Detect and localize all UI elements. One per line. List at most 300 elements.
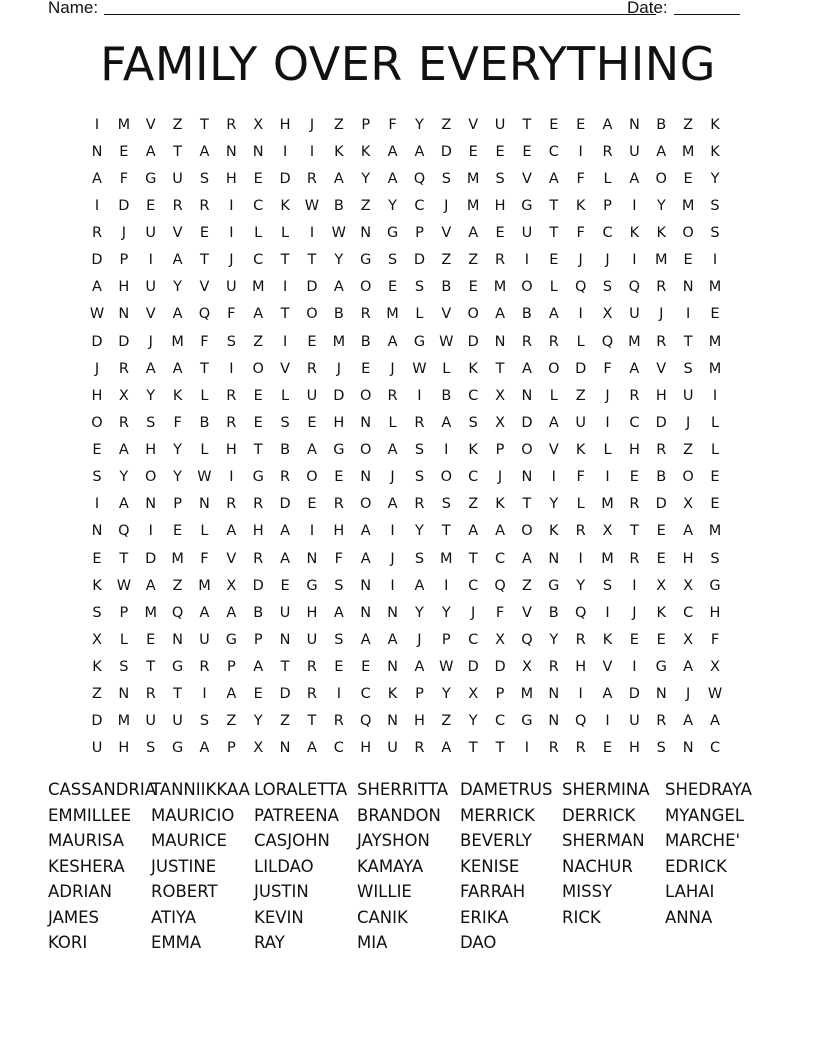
grid-letter[interactable]: B (253, 604, 264, 621)
grid-letter[interactable]: G (548, 577, 560, 594)
grid-letter[interactable]: N (548, 550, 560, 567)
grid-letter[interactable]: X (495, 387, 506, 404)
grid-letter[interactable]: W (89, 306, 105, 323)
grid-letter[interactable]: T (119, 550, 129, 567)
date-blank-line[interactable] (674, 14, 740, 15)
grid-letter[interactable]: V (172, 225, 183, 242)
grid-letter[interactable]: C (253, 197, 264, 214)
grid-letter[interactable]: K (495, 496, 505, 513)
grid-letter[interactable]: N (199, 496, 210, 513)
grid-letter[interactable]: C (468, 631, 479, 648)
grid-letter[interactable]: T (280, 252, 290, 269)
grid-letter[interactable]: D (279, 496, 291, 513)
grid-letter[interactable]: A (306, 740, 317, 757)
grid-letter[interactable]: D (91, 713, 103, 730)
grid-letter[interactable]: U (629, 713, 640, 730)
grid-letter[interactable]: I (336, 686, 341, 703)
grid-letter[interactable]: A (92, 279, 102, 296)
grid-letter[interactable]: A (172, 252, 183, 269)
grid-letter[interactable]: Q (413, 170, 426, 187)
grid-letter[interactable]: W (707, 686, 723, 703)
grid-letter[interactable]: E (307, 414, 317, 431)
grid-letter[interactable]: A (92, 170, 102, 187)
grid-letter[interactable]: N (91, 523, 103, 540)
grid-letter[interactable]: N (360, 577, 372, 594)
grid-letter[interactable]: I (712, 387, 718, 404)
grid-letter[interactable]: A (360, 631, 371, 648)
grid-letter[interactable]: A (333, 279, 344, 296)
grid-letter[interactable]: A (199, 740, 210, 757)
grid-letter[interactable]: N (172, 631, 184, 648)
grid-letter[interactable]: A (548, 414, 559, 431)
grid-letter[interactable]: B (548, 604, 559, 621)
grid-letter[interactable]: P (603, 197, 612, 214)
grid-letter[interactable]: T (441, 523, 451, 540)
grid-letter[interactable]: G (521, 197, 533, 214)
grid-letter[interactable]: X (683, 496, 694, 513)
grid-letter[interactable]: I (605, 713, 610, 730)
grid-letter[interactable]: B (333, 306, 344, 323)
grid-letter[interactable]: H (225, 442, 237, 459)
grid-letter[interactable]: Y (710, 170, 720, 187)
grid-letter[interactable]: J (229, 252, 234, 269)
grid-letter[interactable]: O (359, 442, 372, 459)
grid-letter[interactable]: G (171, 659, 184, 676)
grid-letter[interactable]: C (709, 740, 721, 757)
grid-letter[interactable]: Z (441, 713, 452, 730)
grid-letter[interactable]: D (306, 279, 318, 296)
grid-letter[interactable]: O (440, 469, 452, 486)
grid-letter[interactable]: D (279, 170, 291, 187)
grid-letter[interactable]: D (91, 333, 103, 350)
grid-letter[interactable]: T (468, 550, 478, 567)
grid-letter[interactable]: S (199, 713, 210, 730)
grid-letter[interactable]: R (306, 360, 317, 377)
grid-letter[interactable]: A (333, 170, 344, 187)
grid-letter[interactable]: E (656, 550, 666, 567)
grid-letter[interactable]: D (333, 387, 345, 404)
grid-letter[interactable]: J (148, 333, 153, 350)
grid-letter[interactable]: P (253, 631, 263, 648)
grid-letter[interactable]: U (91, 740, 103, 757)
grid-letter[interactable]: X (495, 414, 506, 431)
grid-letter[interactable]: I (282, 279, 288, 296)
grid-letter[interactable]: R (253, 550, 264, 567)
grid-letter[interactable]: K (387, 686, 398, 703)
grid-letter[interactable]: I (578, 143, 583, 160)
grid-letter[interactable]: E (495, 143, 505, 160)
grid-letter[interactable]: E (146, 631, 156, 648)
grid-letter[interactable]: N (628, 116, 640, 133)
grid-letter[interactable]: Q (574, 604, 587, 621)
grid-letter[interactable]: A (226, 604, 237, 621)
grid-letter[interactable]: X (683, 631, 694, 648)
grid-letter[interactable]: S (441, 170, 451, 187)
grid-letter[interactable]: E (549, 116, 559, 133)
grid-letter[interactable]: V (521, 170, 532, 187)
grid-letter[interactable]: L (415, 306, 424, 323)
grid-letter[interactable]: A (629, 360, 640, 377)
grid-letter[interactable]: D (575, 360, 587, 377)
grid-letter[interactable]: X (468, 686, 479, 703)
grid-letter[interactable]: I (202, 686, 207, 703)
grid-letter[interactable]: B (360, 333, 371, 350)
grid-letter[interactable]: O (91, 414, 103, 431)
grid-letter[interactable]: I (229, 225, 234, 242)
grid-letter[interactable]: A (521, 360, 532, 377)
grid-letter[interactable]: R (656, 713, 667, 730)
grid-letter[interactable]: H (333, 414, 345, 431)
grid-letter[interactable]: E (522, 143, 532, 160)
grid-letter[interactable]: S (387, 252, 398, 269)
grid-letter[interactable]: N (145, 496, 157, 513)
grid-letter[interactable]: D (628, 686, 640, 703)
grid-letter[interactable]: T (495, 740, 505, 757)
grid-letter[interactable]: A (199, 143, 210, 160)
grid-letter[interactable]: E (334, 659, 344, 676)
grid-letter[interactable]: Y (415, 116, 424, 133)
grid-letter[interactable]: C (629, 414, 640, 431)
grid-letter[interactable]: J (632, 604, 637, 621)
grid-letter[interactable]: N (306, 550, 318, 567)
grid-letter[interactable]: A (226, 523, 237, 540)
grid-letter[interactable]: X (118, 387, 129, 404)
grid-letter[interactable]: I (605, 604, 610, 621)
grid-letter[interactable]: R (629, 550, 640, 567)
grid-letter[interactable]: A (495, 523, 505, 540)
grid-letter[interactable]: V (280, 360, 291, 377)
grid-letter[interactable]: R (521, 333, 532, 350)
grid-letter[interactable]: D (413, 252, 426, 269)
grid-letter[interactable]: T (549, 225, 559, 242)
grid-letter[interactable]: A (387, 170, 398, 187)
grid-letter[interactable]: S (710, 197, 720, 214)
grid-letter[interactable]: Y (441, 604, 451, 621)
grid-letter[interactable]: E (146, 197, 156, 214)
grid-letter[interactable]: M (144, 604, 157, 621)
grid-letter[interactable]: Z (360, 197, 371, 214)
grid-letter[interactable]: S (92, 604, 102, 621)
grid-letter[interactable]: R (360, 306, 371, 323)
grid-letter[interactable]: S (92, 469, 102, 486)
grid-letter[interactable]: M (708, 279, 722, 296)
grid-letter[interactable]: R (306, 170, 317, 187)
grid-letter[interactable]: N (548, 686, 560, 703)
grid-letter[interactable]: A (306, 442, 317, 459)
grid-letter[interactable]: H (333, 523, 345, 540)
grid-letter[interactable]: T (549, 197, 559, 214)
grid-letter[interactable]: M (440, 550, 453, 567)
grid-letter[interactable]: X (683, 577, 694, 594)
grid-letter[interactable]: S (199, 170, 210, 187)
grid-letter[interactable]: A (548, 306, 559, 323)
grid-letter[interactable]: E (92, 550, 102, 567)
grid-letter[interactable]: Z (253, 333, 264, 350)
grid-letter[interactable]: Z (92, 686, 102, 703)
grid-letter[interactable]: S (602, 577, 613, 594)
grid-letter[interactable]: Q (494, 577, 506, 594)
grid-letter[interactable]: D (655, 496, 667, 513)
grid-letter[interactable]: G (333, 442, 345, 459)
grid-letter[interactable]: M (681, 143, 695, 160)
grid-letter[interactable]: N (494, 333, 506, 350)
grid-letter[interactable]: M (117, 116, 131, 133)
grid-letter[interactable]: K (710, 143, 720, 160)
grid-letter[interactable]: R (629, 387, 640, 404)
grid-letter[interactable]: A (629, 170, 640, 187)
grid-letter[interactable]: H (413, 713, 425, 730)
grid-letter[interactable]: I (685, 306, 691, 323)
grid-letter[interactable]: K (575, 442, 586, 459)
grid-letter[interactable]: M (466, 197, 480, 214)
grid-letter[interactable]: M (493, 279, 507, 296)
grid-letter[interactable]: T (495, 360, 505, 377)
grid-letter[interactable]: T (307, 713, 317, 730)
grid-letter[interactable]: J (121, 225, 126, 242)
grid-letter[interactable]: E (119, 143, 129, 160)
grid-letter[interactable]: M (708, 333, 722, 350)
grid-letter[interactable]: N (682, 279, 694, 296)
grid-letter[interactable]: I (148, 523, 153, 540)
grid-letter[interactable]: R (226, 414, 237, 431)
grid-letter[interactable]: F (334, 550, 343, 567)
grid-letter[interactable]: W (412, 360, 427, 377)
grid-letter[interactable]: P (495, 686, 505, 703)
grid-letter[interactable]: U (521, 225, 533, 242)
grid-letter[interactable]: C (683, 604, 694, 621)
grid-letter[interactable]: M (171, 550, 184, 567)
grid-letter[interactable]: R (253, 496, 264, 513)
grid-letter[interactable]: U (682, 387, 694, 404)
grid-letter[interactable]: I (309, 523, 315, 540)
grid-letter[interactable]: U (199, 631, 210, 648)
grid-letter[interactable]: T (307, 252, 317, 269)
grid-letter[interactable]: I (417, 387, 422, 404)
grid-letter[interactable]: W (304, 197, 320, 214)
grid-letter[interactable]: M (708, 360, 722, 377)
grid-letter[interactable]: S (146, 740, 156, 757)
name-blank-line[interactable] (104, 14, 656, 15)
grid-letter[interactable]: A (387, 442, 398, 459)
grid-letter[interactable]: J (444, 197, 449, 214)
grid-letter[interactable]: P (226, 740, 236, 757)
grid-letter[interactable]: O (521, 523, 533, 540)
grid-letter[interactable]: G (306, 577, 318, 594)
grid-letter[interactable]: A (710, 713, 720, 730)
grid-letter[interactable]: Y (549, 631, 559, 648)
grid-letter[interactable]: P (361, 116, 371, 133)
grid-letter[interactable]: X (226, 577, 237, 594)
grid-letter[interactable]: S (334, 631, 344, 648)
grid-letter[interactable]: N (387, 713, 398, 730)
grid-letter[interactable]: H (628, 740, 640, 757)
grid-letter[interactable]: A (441, 740, 452, 757)
grid-letter[interactable]: R (629, 496, 640, 513)
grid-letter[interactable]: T (468, 740, 478, 757)
grid-letter[interactable]: I (632, 577, 637, 594)
grid-letter[interactable]: L (710, 442, 720, 459)
grid-letter[interactable]: U (172, 713, 183, 730)
grid-letter[interactable]: S (468, 414, 478, 431)
grid-letter[interactable]: I (524, 740, 530, 757)
grid-letter[interactable]: D (118, 333, 130, 350)
grid-letter[interactable]: Y (334, 252, 344, 269)
grid-letter[interactable]: B (441, 387, 452, 404)
grid-letter[interactable]: I (444, 577, 449, 594)
grid-letter[interactable]: N (682, 740, 694, 757)
grid-letter[interactable]: S (710, 225, 720, 242)
grid-letter[interactable]: S (683, 360, 693, 377)
grid-letter[interactable]: I (578, 550, 583, 567)
grid-letter[interactable]: I (444, 442, 449, 459)
grid-letter[interactable]: M (655, 252, 668, 269)
grid-letter[interactable]: A (602, 116, 613, 133)
grid-letter[interactable]: N (118, 686, 130, 703)
grid-letter[interactable]: D (279, 686, 291, 703)
grid-letter[interactable]: J (309, 116, 315, 133)
grid-letter[interactable]: E (656, 523, 666, 540)
grid-letter[interactable]: F (576, 225, 585, 242)
grid-letter[interactable]: E (280, 577, 290, 594)
grid-letter[interactable]: L (603, 442, 612, 459)
grid-letter[interactable]: A (656, 143, 667, 160)
grid-letter[interactable]: Z (468, 252, 479, 269)
grid-letter[interactable]: G (521, 713, 533, 730)
grid-letter[interactable]: C (494, 713, 506, 730)
grid-letter[interactable]: C (414, 197, 425, 214)
grid-letter[interactable]: E (387, 279, 398, 296)
grid-letter[interactable]: D (467, 333, 479, 350)
grid-letter[interactable]: M (466, 170, 480, 187)
grid-letter[interactable]: I (309, 143, 315, 160)
grid-letter[interactable]: V (199, 279, 210, 296)
grid-letter[interactable]: T (683, 333, 693, 350)
grid-letter[interactable]: L (254, 225, 263, 242)
grid-letter[interactable]: V (656, 360, 667, 377)
grid-letter[interactable]: J (497, 469, 503, 486)
grid-letter[interactable]: Y (388, 197, 397, 214)
grid-letter[interactable]: O (359, 496, 372, 513)
grid-letter[interactable]: I (94, 116, 100, 133)
grid-letter[interactable]: H (252, 523, 264, 540)
grid-letter[interactable]: I (712, 252, 718, 269)
grid-letter[interactable]: U (575, 414, 586, 431)
grid-letter[interactable]: Z (683, 442, 694, 459)
grid-letter[interactable]: Y (173, 442, 183, 459)
grid-letter[interactable]: J (605, 252, 610, 269)
grid-letter[interactable]: L (281, 387, 290, 404)
grid-letter[interactable]: S (602, 279, 613, 296)
grid-letter[interactable]: V (226, 550, 237, 567)
grid-letter[interactable]: X (253, 116, 264, 133)
grid-letter[interactable]: G (252, 469, 264, 486)
grid-letter[interactable]: O (655, 170, 667, 187)
grid-letter[interactable]: R (199, 659, 210, 676)
grid-letter[interactable]: K (656, 225, 667, 242)
grid-letter[interactable]: V (441, 225, 452, 242)
grid-letter[interactable]: Z (172, 116, 183, 133)
grid-letter[interactable]: T (146, 659, 156, 676)
grid-letter[interactable]: R (575, 523, 586, 540)
grid-letter[interactable]: P (415, 225, 424, 242)
grid-letter[interactable]: R (172, 197, 183, 214)
grid-letter[interactable]: E (710, 469, 720, 486)
grid-letter[interactable]: I (229, 360, 234, 377)
grid-letter[interactable]: R (414, 740, 425, 757)
grid-letter[interactable]: L (710, 414, 720, 431)
grid-letter[interactable]: H (575, 659, 587, 676)
grid-letter[interactable]: M (117, 713, 131, 730)
grid-letter[interactable]: E (253, 686, 263, 703)
grid-letter[interactable]: A (683, 523, 694, 540)
grid-letter[interactable]: S (334, 577, 344, 594)
grid-letter[interactable]: D (467, 659, 479, 676)
grid-letter[interactable]: E (334, 469, 344, 486)
grid-letter[interactable]: O (682, 225, 694, 242)
grid-letter[interactable]: M (198, 577, 211, 594)
grid-letter[interactable]: B (199, 414, 210, 431)
grid-letter[interactable]: D (252, 577, 264, 594)
grid-letter[interactable]: X (656, 577, 667, 594)
grid-letter[interactable]: K (549, 523, 559, 540)
grid-letter[interactable]: D (91, 252, 103, 269)
grid-letter[interactable]: I (94, 197, 100, 214)
grid-letter[interactable]: Y (415, 604, 424, 621)
grid-letter[interactable]: U (279, 604, 291, 621)
grid-letter[interactable]: A (521, 550, 532, 567)
grid-letter[interactable]: K (92, 659, 102, 676)
grid-letter[interactable]: M (601, 496, 614, 513)
grid-letter[interactable]: N (252, 143, 264, 160)
grid-letter[interactable]: Y (146, 387, 156, 404)
grid-letter[interactable]: R (548, 659, 559, 676)
grid-letter[interactable]: A (145, 360, 156, 377)
grid-letter[interactable]: L (200, 442, 209, 459)
grid-letter[interactable]: P (119, 604, 129, 621)
grid-letter[interactable]: F (495, 604, 505, 621)
grid-letter[interactable]: I (551, 469, 556, 486)
grid-letter[interactable]: P (415, 686, 424, 703)
grid-letter[interactable]: G (655, 659, 667, 676)
grid-letter[interactable]: R (656, 279, 667, 296)
grid-letter[interactable]: V (441, 306, 452, 323)
grid-letter[interactable]: M (251, 279, 265, 296)
grid-letter[interactable]: J (390, 550, 395, 567)
grid-letter[interactable]: S (119, 659, 129, 676)
grid-letter[interactable]: J (685, 414, 691, 431)
grid-letter[interactable]: M (171, 333, 184, 350)
grid-letter[interactable]: O (467, 306, 479, 323)
grid-letter[interactable]: U (629, 306, 640, 323)
grid-letter[interactable]: Y (253, 713, 263, 730)
grid-letter[interactable]: U (629, 143, 640, 160)
grid-letter[interactable]: T (200, 252, 209, 269)
grid-letter[interactable]: P (441, 631, 451, 648)
grid-letter[interactable]: R (226, 496, 237, 513)
grid-letter[interactable]: N (118, 306, 130, 323)
grid-letter[interactable]: E (307, 333, 317, 350)
grid-letter[interactable]: D (118, 197, 130, 214)
grid-letter[interactable]: D (521, 414, 533, 431)
grid-letter[interactable]: C (360, 686, 371, 703)
grid-letter[interactable]: B (656, 116, 667, 133)
grid-letter[interactable]: G (145, 170, 157, 187)
grid-letter[interactable]: R (333, 713, 344, 730)
grid-letter[interactable]: Y (468, 713, 478, 730)
grid-letter[interactable]: Y (576, 577, 586, 594)
grid-letter[interactable]: L (549, 279, 558, 296)
grid-letter[interactable]: F (576, 469, 585, 486)
